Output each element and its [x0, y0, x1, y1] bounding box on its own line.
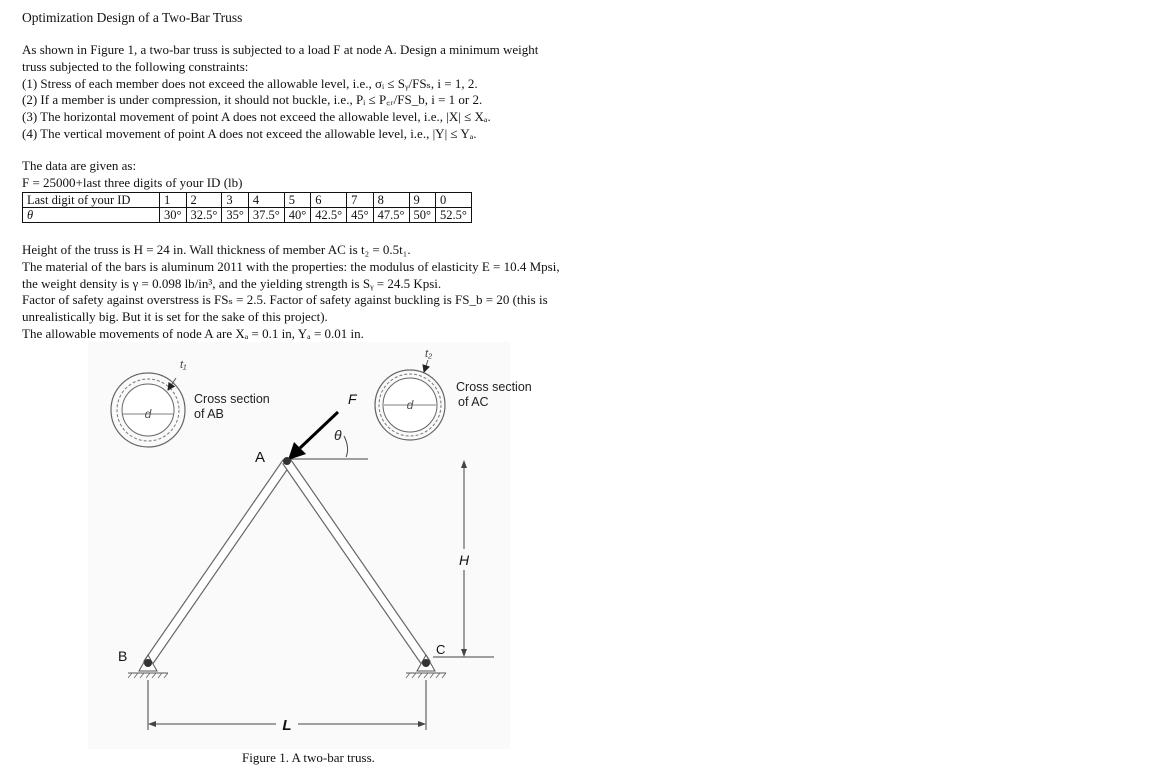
cs-ab-label-2: of AB — [194, 407, 224, 421]
cross-section-ac — [375, 348, 532, 440]
intro-line-2: truss subjected to the following constraints: — [22, 58, 249, 74]
height-dimension — [433, 460, 494, 657]
table-row — [23, 193, 472, 208]
table-cell: 30° — [160, 208, 187, 223]
force-label: F — [348, 391, 357, 407]
constraint-1: (1) Stress of each member does not exceed the allowable level, i.e., σᵢ ≤ Sᵧ/FSₛ, i = 1, 2. — [22, 75, 478, 91]
table-cell: 35° — [222, 208, 249, 223]
table-cell: 32.5° — [186, 208, 222, 223]
intro-section — [22, 42, 622, 143]
span-dimension — [148, 680, 426, 734]
truss-diagram — [88, 342, 532, 749]
table-cell: 52.5° — [436, 208, 472, 223]
table-cell: 37.5° — [248, 208, 284, 223]
d-label: d — [406, 398, 414, 412]
ground-hatch — [128, 673, 168, 678]
table-cell: 47.5° — [373, 208, 409, 223]
property-line-2: The material of the bars is aluminum 2011 with the properties: the modulus of elasticity E = 10.4 Mpsi, — [22, 258, 560, 274]
constraint-4: (4) The vertical movement of point A does not exceed the allowable level, i.e., |Y| ≤ Yₐ. — [22, 125, 477, 141]
l-arrow-left — [148, 721, 156, 727]
node-a-label: A — [255, 449, 266, 466]
constraint-3: (3) The horizontal movement of point A does not exceed the allowable level, i.e., |X| ≤ Xₐ. — [22, 109, 491, 125]
node-b-label: B — [118, 648, 128, 664]
table-theta-label: θ — [23, 208, 160, 223]
angle-arc — [344, 436, 348, 457]
t2-label: t₂ — [425, 348, 433, 360]
cs-ac-label-2: of AC — [458, 395, 489, 409]
bar-ab — [144, 460, 291, 665]
node-c-label: C — [436, 642, 446, 657]
document-title: Optimization Design of a Two-Bar Truss — [22, 10, 243, 25]
figure-caption: Figure 1. A two-bar truss. — [242, 750, 375, 765]
table-cell: 5 — [284, 193, 311, 208]
property-line-1: Height of the truss is H = 24 in. Wall thickness of member AC is t₂ = 0.5t₁. — [22, 242, 411, 257]
h-label: H — [458, 552, 470, 568]
truss-figure — [88, 342, 532, 749]
property-line-3: the weight density is γ = 0.098 lb/in³, and the yielding strength is Sᵧ = 24.5 Kpsi. — [22, 275, 442, 291]
t2-arrow — [424, 360, 428, 372]
truss-bars — [144, 460, 430, 665]
property-line-6: The allowable movements of node A are Xₐ = 0.1 in, Yₐ = 0.01 in. — [22, 325, 364, 341]
table-cell: 40° — [284, 208, 311, 223]
table-cell: 1 — [160, 193, 187, 208]
l-label: L — [282, 717, 292, 734]
property-line-5: unrealistically big. But it is set for the sake of this project). — [22, 309, 328, 325]
d-label: d — [144, 407, 152, 421]
cross-section-ab — [111, 359, 270, 447]
table-cell: 50° — [409, 208, 436, 223]
data-heading: The data are given as: — [22, 158, 137, 173]
properties-section — [22, 242, 622, 343]
t1-label: t₁ — [180, 359, 187, 371]
l-arrow-right — [418, 721, 426, 727]
theta-label: θ — [334, 427, 342, 443]
node-a-pin — [283, 457, 291, 465]
pin-b — [144, 659, 152, 667]
table-cell: 3 — [222, 193, 249, 208]
ground-hatch — [406, 673, 446, 678]
constraint-2: (2) If a member is under compression, it should not buckle, i.e., Pᵢ ≤ P꜀ᵣ/FS_b, i = 1 or 2. — [22, 92, 483, 108]
property-line-4: Factor of safety against overstress is FSₛ = 2.5. Factor of safety against buckling is FS_b = 20 (this is — [22, 292, 548, 308]
load-definition: F = 25000+last three digits of your ID (lb) — [22, 174, 243, 190]
load-shaft — [300, 412, 338, 448]
table-cell: 42.5° — [311, 208, 347, 223]
table-cell: 7 — [347, 193, 374, 208]
table-cell: 2 — [186, 193, 222, 208]
h-arrow-top — [461, 460, 467, 468]
cs-ab-label-1: Cross section — [194, 392, 270, 406]
cs-ac-label-1: Cross section — [456, 380, 532, 394]
data-section — [22, 158, 242, 192]
id-angle-table — [22, 192, 472, 223]
intro-line-1: As shown in Figure 1, a two-bar truss is subjected to a load F at node A. Design a minimum weight — [22, 42, 539, 57]
h-arrow-bottom — [461, 649, 467, 657]
pin-c — [422, 659, 430, 667]
table-cell: 4 — [248, 193, 284, 208]
table-cell: 6 — [311, 193, 347, 208]
table-cell: 9 — [409, 193, 436, 208]
table-header-label: Last digit of your ID — [23, 193, 160, 208]
table-row — [23, 208, 472, 223]
table-cell: 0 — [436, 193, 472, 208]
bar-ac — [283, 460, 430, 665]
table-cell: 45° — [347, 208, 374, 223]
table-cell: 8 — [373, 193, 409, 208]
